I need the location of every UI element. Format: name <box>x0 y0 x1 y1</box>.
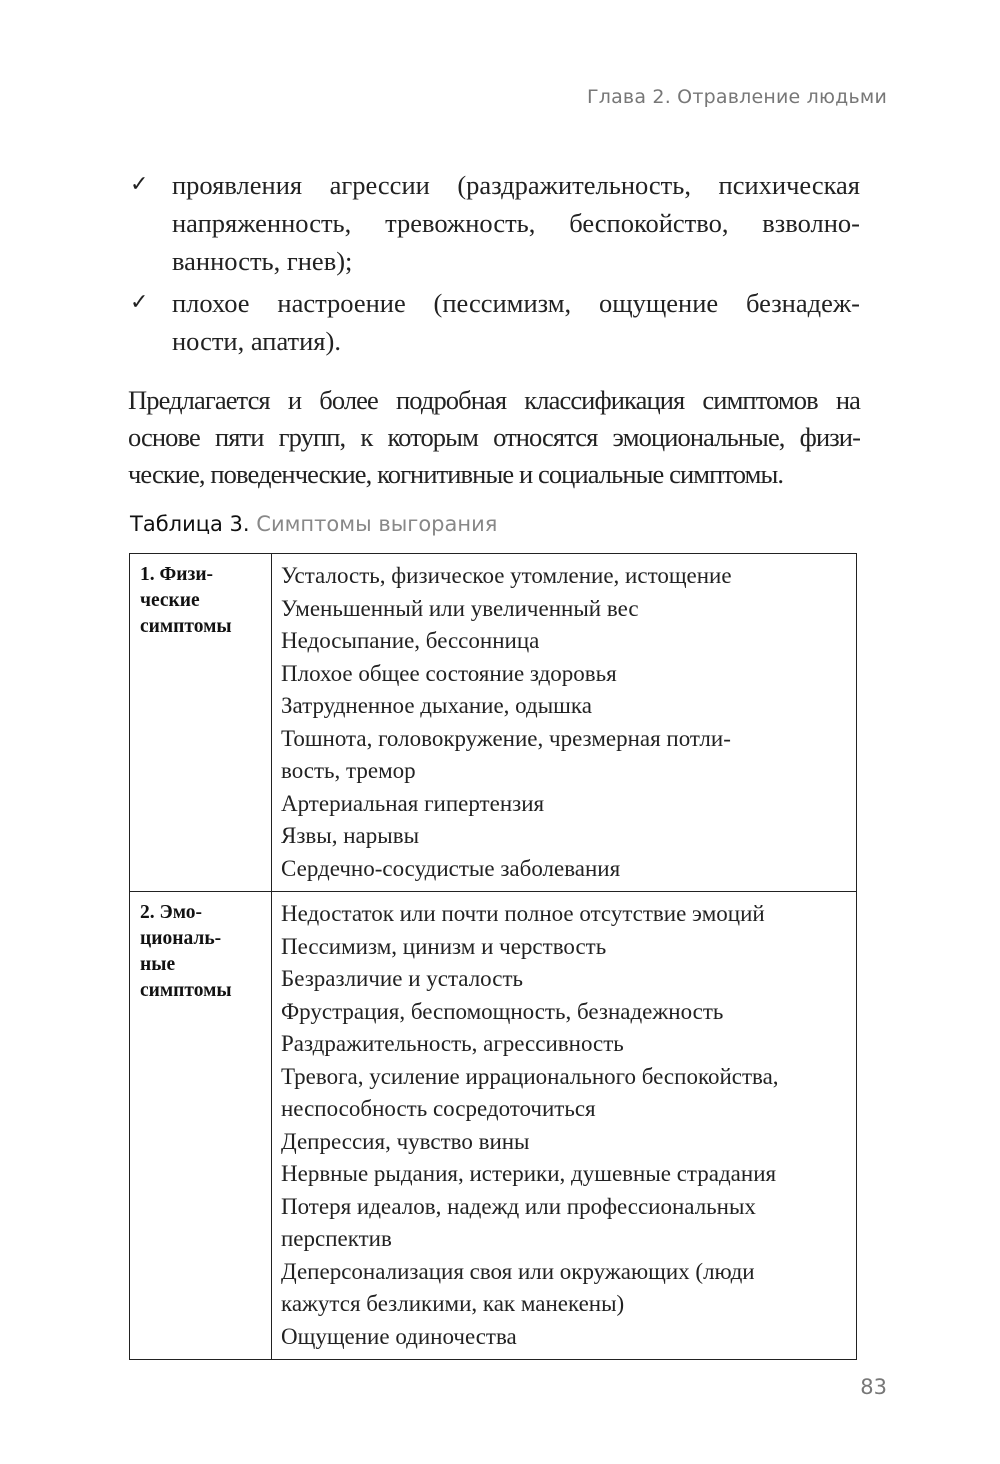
symptom-line: Артериальная гипертензия <box>281 790 545 816</box>
symptom-line: Плохое общее состояние здоровья <box>281 660 617 686</box>
table-caption-label: Таблица 3. <box>130 512 250 536</box>
symptom-line: Язвы, нарывы <box>281 823 420 848</box>
bullet-line: ванность, гнев); <box>172 246 353 276</box>
bullet-line: ности, апатия). <box>172 326 341 356</box>
table-caption <box>130 512 497 536</box>
category-cell <box>130 554 272 892</box>
category-line: ческие <box>140 590 200 611</box>
category-line: ные <box>140 954 176 975</box>
symptom-line: Ощущение одиночества <box>281 1323 517 1349</box>
symptom-line: Раздражительность, агрессивность <box>281 1031 624 1056</box>
body-paragraph <box>128 382 860 493</box>
paragraph-line: основе пяти групп, к которым относятся эмоциональные, физи- <box>128 422 860 452</box>
symptom-line: Недосыпание, бессонница <box>281 628 540 653</box>
symptom-line: Потеря идеалов, надежд или профессиональных <box>281 1193 756 1219</box>
symptoms-cell <box>272 892 857 1360</box>
symptom-line: Фрустрация, беспомощность, безнадежность <box>281 998 724 1024</box>
symptom-line: Уменьшенный или увеличенный вес <box>281 595 639 621</box>
category-line: 1. Физи- <box>140 564 214 585</box>
category-line: циональ- <box>140 928 222 949</box>
bullet-line: напряженность, тревожность, беспокойство, взволно- <box>172 208 860 238</box>
symptom-line: Тошнота, головокружение, чрезмерная потли- <box>281 725 731 751</box>
checkmark-icon: ✓ <box>130 172 149 197</box>
bullet-item <box>128 166 860 280</box>
symptom-line: Усталость, физическое утомление, истощение <box>281 563 732 588</box>
symptom-line: Сердечно-сосудистые заболевания <box>281 855 621 881</box>
checkmark-icon: ✓ <box>130 290 149 315</box>
bullet-line: проявления агрессии (раздражительность, психическая <box>172 170 860 200</box>
paragraph-line: ческие, поведенческие, когнитивные и социальные симптомы. <box>128 459 784 489</box>
running-header: Глава 2. Отравление людьми <box>586 86 887 108</box>
symptom-line: Безразличие и усталость <box>281 966 524 991</box>
bullet-list <box>128 166 860 364</box>
paragraph-line: Предлагается и более подробная классификация симптомов на <box>128 385 860 415</box>
table-caption-title: Симптомы выгорания <box>256 512 498 536</box>
bullet-item <box>128 284 860 360</box>
symptom-line: Нервные рыдания, истерики, душевные страдания <box>281 1161 777 1186</box>
symptom-line: кажутся безликими, как манекены) <box>281 1291 625 1316</box>
symptom-line: Деперсонализация своя или окружающих (люди <box>281 1258 755 1284</box>
symptom-line: Депрессия, чувство вины <box>281 1128 530 1154</box>
symptom-line: Тревога, усиление иррационального беспокойства, <box>281 1063 779 1089</box>
category-line: 2. Эмо- <box>140 902 202 923</box>
table-row <box>130 554 857 892</box>
symptom-line: Пессимизм, цинизм и черствость <box>281 933 607 959</box>
category-line: симптомы <box>140 980 232 1001</box>
category-line: симптомы <box>140 616 232 637</box>
page-number: 83 <box>860 1375 887 1399</box>
symptom-line: перспектив <box>281 1226 392 1251</box>
category-cell <box>130 892 272 1360</box>
symptoms-table <box>129 553 857 1360</box>
symptom-line: Затрудненное дыхание, одышка <box>281 693 592 718</box>
symptom-line: неспособность сосредоточиться <box>281 1096 596 1121</box>
table-row <box>130 892 857 1360</box>
symptom-line: вость, тремор <box>281 758 416 783</box>
symptoms-table-body <box>130 554 857 1360</box>
symptom-line: Недостаток или почти полное отсутствие эмоций <box>281 901 765 926</box>
bullet-line: плохое настроение (пессимизм, ощущение безнадеж- <box>172 288 860 318</box>
symptoms-cell <box>272 554 857 892</box>
